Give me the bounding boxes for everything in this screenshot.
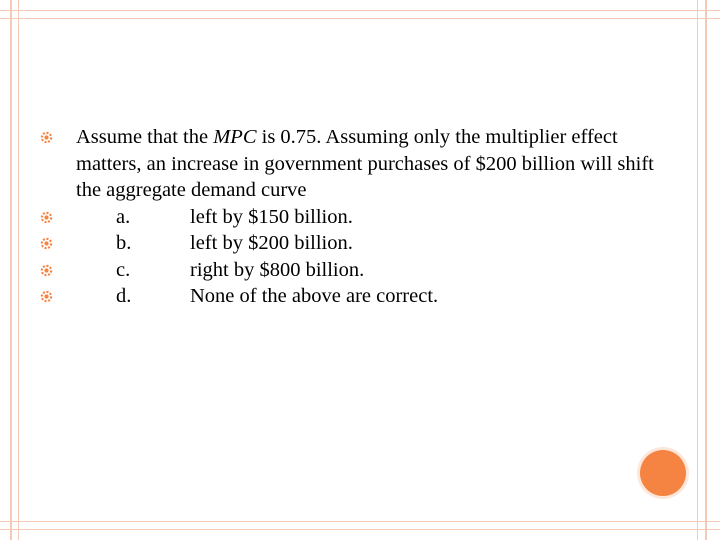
orange-circle-icon [640, 450, 686, 496]
option-a [40, 204, 660, 231]
border-line-left-outer [10, 0, 12, 540]
option-text: left by $200 billion. [190, 232, 353, 254]
border-line-top-outer [0, 10, 720, 11]
option-letter: b. [116, 232, 132, 254]
option-d [40, 283, 660, 310]
question-stem [40, 124, 660, 204]
border-line-right-inner [697, 0, 698, 540]
border-line-bottom-inner [0, 521, 720, 522]
question-stem-italic: MPC [213, 126, 257, 148]
option-letter: a. [116, 205, 131, 228]
option-text: None of the above are correct. [190, 285, 439, 307]
option-letter: d. [116, 285, 132, 307]
border-line-top-inner [0, 18, 720, 19]
gear-bullet-icon [40, 264, 53, 277]
gear-bullet-icon [40, 237, 53, 250]
border-line-right-outer [705, 0, 707, 540]
option-c [40, 257, 660, 284]
question-stem-before: Assume that the [76, 126, 214, 148]
gear-bullet-icon [40, 131, 53, 144]
gear-bullet-icon [40, 290, 53, 303]
question-content [40, 124, 660, 310]
option-text: right by $800 billion. [190, 258, 365, 281]
border-line-bottom-outer [0, 529, 720, 530]
option-letter: c. [116, 258, 131, 281]
border-line-left-inner [18, 0, 19, 540]
option-b [40, 230, 660, 257]
question-stem-after: is 0.75. Assuming only the multiplier effect matters, an increase in government purchases of $200 billion will shift the aggregate demand curve [76, 126, 654, 201]
gear-bullet-icon [40, 211, 53, 224]
option-text: left by $150 billion. [190, 205, 353, 228]
